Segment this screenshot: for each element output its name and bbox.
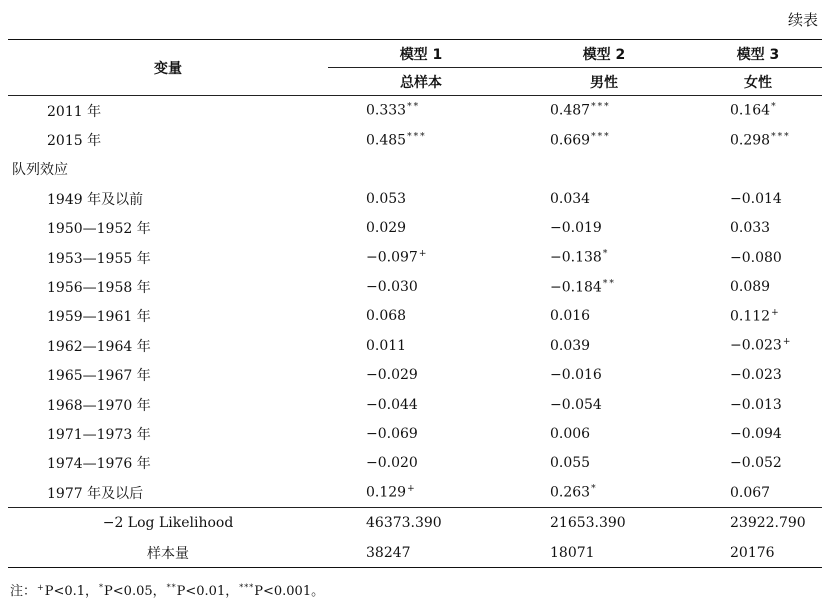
coefficient-value: −0.014 bbox=[730, 190, 782, 207]
table-row bbox=[8, 243, 822, 272]
coefficient-value: −0.016 bbox=[550, 367, 602, 384]
model-3-cell bbox=[694, 96, 822, 126]
footnote-marker: ** bbox=[166, 582, 177, 592]
significance-marker: *** bbox=[591, 102, 611, 113]
coefficient-value: 0.011 bbox=[366, 337, 407, 354]
variable-header: 变量 bbox=[8, 40, 328, 96]
row-label: 1971—1973 年 bbox=[47, 426, 151, 443]
coefficient-value: −0.030 bbox=[366, 279, 418, 296]
model-3-cell bbox=[694, 155, 822, 184]
significance-marker: + bbox=[782, 337, 793, 348]
coefficient-value: −0.019 bbox=[550, 220, 602, 237]
model-2-cell bbox=[514, 419, 694, 448]
significance-marker: *** bbox=[771, 131, 791, 142]
table-row bbox=[8, 214, 822, 243]
row-label: 1965—1967 年 bbox=[47, 368, 151, 385]
footnote-text: P<0.01， bbox=[176, 584, 239, 599]
summary-value: 20176 bbox=[694, 538, 822, 568]
row-label: 1974—1976 年 bbox=[47, 456, 151, 473]
table-row bbox=[8, 331, 822, 360]
coefficient-value: −0.080 bbox=[730, 249, 782, 266]
significance-marker: + bbox=[771, 308, 781, 319]
model-1-header: 模型 1 bbox=[328, 40, 514, 68]
table-row bbox=[8, 449, 822, 478]
coefficient-value: 0.068 bbox=[366, 308, 407, 325]
coefficient-value: 0.055 bbox=[550, 455, 591, 472]
coefficient-value: −0.138 bbox=[550, 249, 602, 266]
row-label: 1959—1961 年 bbox=[47, 309, 151, 326]
model-2-cell bbox=[514, 272, 694, 301]
coefficient-value: 0.298 bbox=[730, 132, 771, 149]
model-2-cell bbox=[514, 214, 694, 243]
row-label: 1968—1970 年 bbox=[47, 397, 151, 414]
significance-marker: *** bbox=[407, 131, 427, 142]
summary-value: 23922.790 bbox=[694, 508, 822, 538]
row-label: 1953—1955 年 bbox=[47, 250, 151, 267]
model-2-cell bbox=[514, 184, 694, 213]
significance-marker: * bbox=[591, 484, 598, 495]
summary-row bbox=[8, 508, 822, 538]
coefficient-value: 0.263 bbox=[550, 485, 591, 502]
model-2-cell bbox=[514, 125, 694, 154]
coefficient-value: −0.097 bbox=[366, 249, 418, 266]
model-1-cell bbox=[328, 125, 514, 154]
coefficient-value: −0.069 bbox=[366, 425, 418, 442]
table-row bbox=[8, 272, 822, 301]
model-3-sample: 女性 bbox=[694, 68, 822, 96]
model-3-cell bbox=[694, 331, 822, 360]
model-1-cell bbox=[328, 272, 514, 301]
model-3-cell bbox=[694, 272, 822, 301]
coefficient-value: 0.485 bbox=[366, 132, 407, 149]
table-row bbox=[8, 184, 822, 213]
coefficient-value: 0.029 bbox=[366, 220, 407, 237]
model-1-cell bbox=[328, 214, 514, 243]
model-3-cell bbox=[694, 125, 822, 154]
coefficient-value: 0.669 bbox=[550, 132, 591, 149]
row-label: 2015 年 bbox=[47, 133, 102, 150]
model-3-cell bbox=[694, 419, 822, 448]
model-2-sample: 男性 bbox=[514, 68, 694, 96]
footnote-text: P<0.001。 bbox=[254, 584, 325, 599]
header-row-models bbox=[8, 40, 822, 68]
footnote-text: P<0.05， bbox=[104, 584, 166, 599]
coefficient-value: 0.487 bbox=[550, 103, 591, 120]
coefficient-value: 0.089 bbox=[730, 279, 771, 296]
model-2-cell bbox=[514, 302, 694, 331]
coefficient-value: 0.033 bbox=[730, 220, 771, 237]
row-label: 1956—1958 年 bbox=[47, 280, 151, 297]
coefficient-value: 0.053 bbox=[366, 190, 407, 207]
model-2-cell bbox=[514, 243, 694, 272]
significance-marker: ** bbox=[602, 278, 616, 289]
model-1-cell bbox=[328, 419, 514, 448]
model-1-cell bbox=[328, 390, 514, 419]
row-label: 1962—1964 年 bbox=[47, 338, 151, 355]
row-label: 1950—1952 年 bbox=[47, 221, 151, 238]
coefficient-value: −0.184 bbox=[550, 279, 602, 296]
coefficient-value: 0.333 bbox=[366, 103, 407, 120]
table-row bbox=[8, 478, 822, 508]
summary-value: 38247 bbox=[328, 538, 514, 568]
table-row bbox=[8, 96, 822, 126]
significance-marker: *** bbox=[591, 131, 611, 142]
model-1-cell bbox=[328, 155, 514, 184]
table-row bbox=[8, 361, 822, 390]
significance-marker: + bbox=[418, 249, 429, 260]
footnote-marker: *** bbox=[239, 582, 255, 592]
table-row bbox=[8, 302, 822, 331]
summary-value: 21653.390 bbox=[514, 508, 694, 538]
model-1-cell bbox=[328, 302, 514, 331]
footnote-prefix: 注： bbox=[10, 584, 37, 599]
model-2-cell bbox=[514, 449, 694, 478]
row-label: 1949 年及以前 bbox=[47, 191, 144, 208]
summary-label: 样本量 bbox=[8, 538, 328, 568]
coefficient-value: −0.029 bbox=[366, 367, 418, 384]
coefficient-value: 0.006 bbox=[550, 425, 591, 442]
model-1-cell bbox=[328, 184, 514, 213]
coefficient-value: −0.020 bbox=[366, 455, 418, 472]
significance-marker: * bbox=[602, 249, 610, 260]
model-1-sample: 总样本 bbox=[328, 68, 514, 96]
continued-label: 续表 bbox=[787, 11, 818, 29]
model-3-cell bbox=[694, 243, 822, 272]
row-label: 1977 年及以后 bbox=[47, 485, 144, 502]
section-row bbox=[8, 155, 822, 184]
model-2-cell bbox=[514, 331, 694, 360]
model-1-cell bbox=[328, 243, 514, 272]
coefficient-value: 0.039 bbox=[550, 337, 591, 354]
footnote bbox=[10, 580, 324, 599]
significance-marker: + bbox=[407, 484, 417, 495]
model-3-cell bbox=[694, 214, 822, 243]
coefficient-value: 0.112 bbox=[730, 308, 771, 325]
model-1-cell bbox=[328, 96, 514, 126]
summary-value: 18071 bbox=[514, 538, 694, 568]
model-3-cell bbox=[694, 449, 822, 478]
coefficient-value: −0.023 bbox=[730, 367, 782, 384]
coefficient-value: −0.013 bbox=[730, 396, 782, 413]
model-2-cell bbox=[514, 478, 694, 508]
coefficient-value: 0.016 bbox=[550, 308, 591, 325]
summary-label: −2 Log Likelihood bbox=[8, 508, 328, 538]
row-label: 2011 年 bbox=[47, 103, 102, 120]
coefficient-value: −0.044 bbox=[366, 396, 418, 413]
coefficient-value: 0.067 bbox=[730, 484, 771, 501]
table-row bbox=[8, 390, 822, 419]
model-2-cell bbox=[514, 390, 694, 419]
model-3-cell bbox=[694, 361, 822, 390]
significance-marker: ** bbox=[407, 102, 421, 113]
significance-marker: * bbox=[771, 102, 778, 113]
model-3-cell bbox=[694, 478, 822, 508]
model-2-cell bbox=[514, 96, 694, 126]
model-3-header: 模型 3 bbox=[694, 40, 822, 68]
coefficient-value: 0.164 bbox=[730, 103, 771, 120]
footnote-text: P<0.1， bbox=[44, 584, 99, 599]
coefficient-value: −0.052 bbox=[730, 455, 782, 472]
coefficient-value: 0.034 bbox=[550, 190, 591, 207]
coefficient-value: −0.094 bbox=[730, 425, 782, 442]
summary-row bbox=[8, 538, 822, 568]
coefficient-value: 0.129 bbox=[366, 485, 407, 502]
coefficient-value: −0.023 bbox=[730, 338, 782, 355]
table-row bbox=[8, 125, 822, 154]
footnote-marker: + bbox=[37, 582, 45, 592]
regression-table bbox=[8, 39, 822, 568]
model-1-cell bbox=[328, 361, 514, 390]
coefficient-value: −0.054 bbox=[550, 396, 602, 413]
model-3-cell bbox=[694, 302, 822, 331]
footnote-marker: * bbox=[99, 582, 105, 592]
model-1-cell bbox=[328, 331, 514, 360]
model-3-cell bbox=[694, 390, 822, 419]
model-2-cell bbox=[514, 155, 694, 184]
model-1-cell bbox=[328, 449, 514, 478]
model-3-cell bbox=[694, 184, 822, 213]
model-2-header: 模型 2 bbox=[514, 40, 694, 68]
summary-value: 46373.390 bbox=[328, 508, 514, 538]
model-1-cell bbox=[328, 478, 514, 508]
section-label: 队列效应 bbox=[12, 162, 68, 179]
model-2-cell bbox=[514, 361, 694, 390]
table-row bbox=[8, 419, 822, 448]
